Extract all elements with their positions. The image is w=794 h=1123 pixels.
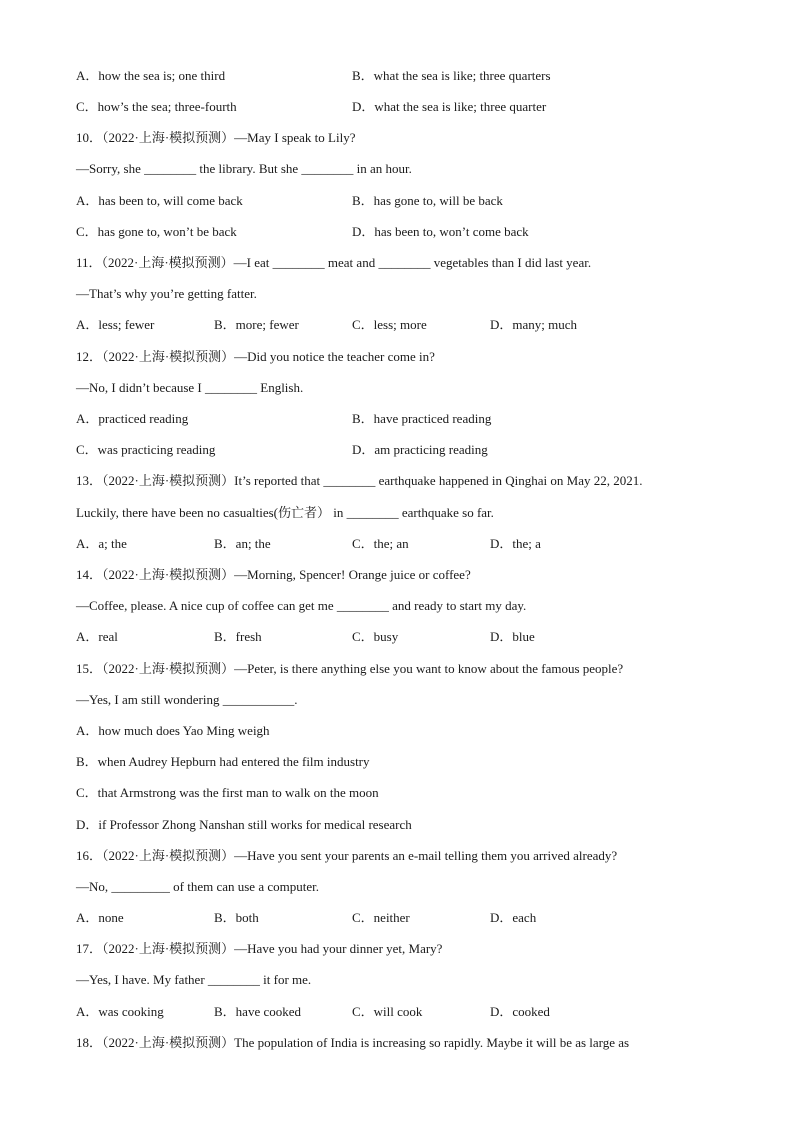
q10-option-c: C．has gone to, won’t be back: [76, 224, 237, 239]
q12-option-a: A．practiced reading: [76, 411, 189, 426]
q14-option-b: B．fresh: [214, 629, 262, 644]
q17-option-d: D．cooked: [490, 1004, 550, 1019]
q11-option-b: B．more; fewer: [214, 317, 299, 332]
q9-option-b: B．what the sea is like; three quarters: [352, 68, 551, 83]
q10-option-a: A．has been to, will come back: [76, 193, 243, 208]
q16-stem: 16．（2022·上海·模拟预测）—Have you sent your parents an e-mail telling them you arrived already?: [76, 848, 618, 863]
q13-option-d: D．the; a: [490, 536, 541, 551]
q9-option-d: D．what the sea is like; three quarter: [352, 99, 547, 114]
q11-line2: —That’s why you’re getting fatter.: [76, 286, 257, 301]
q12-option-d: D．am practicing reading: [352, 442, 488, 457]
q10-option-b: B．has gone to, will be back: [352, 193, 503, 208]
q17-option-b: B．have cooked: [214, 1004, 302, 1019]
q14-stem: 14．（2022·上海·模拟预测）—Morning, Spencer! Orange juice or coffee?: [76, 567, 471, 582]
q11-stem: 11．（2022·上海·模拟预测）—I eat ________ meat and ________ vegetables than I did last year.: [76, 255, 592, 270]
q17-option-c: C．will cook: [352, 1004, 423, 1019]
q15-line2: —Yes, I am still wondering ___________.: [76, 692, 298, 707]
q11-option-c: C．less; more: [352, 317, 427, 332]
q15-option-c: C．that Armstrong was the first man to walk on the moon: [76, 785, 379, 800]
q13-option-b: B．an; the: [214, 536, 271, 551]
q16-option-d: D．each: [490, 910, 537, 925]
q17-option-a: A．was cooking: [76, 1004, 164, 1019]
q14-option-c: C．busy: [352, 629, 399, 644]
q12-option-c: C．was practicing reading: [76, 442, 216, 457]
q14-option-a: A．real: [76, 629, 118, 644]
q9-option-c: C．how’s the sea; three-fourth: [76, 99, 237, 114]
q17-line2: —Yes, I have. My father ________ it for me.: [76, 972, 312, 987]
q13-line2: Luckily, there have been no casualties(伤亡者） in ________ earthquake so far.: [76, 505, 494, 520]
q12-stem: 12．（2022·上海·模拟预测）—Did you notice the teacher come in?: [76, 349, 435, 364]
q16-option-b: B．both: [214, 910, 259, 925]
q14-line2: —Coffee, please. A nice cup of coffee can get me ________ and ready to start my day.: [76, 598, 527, 613]
q13-stem: 13．（2022·上海·模拟预测）It’s reported that ________ earthquake happened in Qinghai on May 22, 2021.: [76, 473, 643, 488]
q9-option-a: A．how the sea is; one third: [76, 68, 226, 83]
q16-line2: —No, _________ of them can use a computer.: [76, 879, 319, 894]
q17-stem: 17．（2022·上海·模拟预测）—Have you had your dinner yet, Mary?: [76, 941, 443, 956]
q14-option-d: D．blue: [490, 629, 535, 644]
q15-stem: 15．（2022·上海·模拟预测）—Peter, is there anything else you want to know about the famous people?: [76, 661, 624, 676]
q15-option-a: A．how much does Yao Ming weigh: [76, 723, 270, 738]
q10-line2: —Sorry, she ________ the library. But she ________ in an hour.: [76, 161, 412, 176]
q16-option-a: A．none: [76, 910, 124, 925]
q18-stem: 18．（2022·上海·模拟预测）The population of India is increasing so rapidly. Maybe it will be as large as: [76, 1035, 630, 1050]
q12-line2: —No, I didn’t because I ________ English.: [76, 380, 304, 395]
q12-option-b: B．have practiced reading: [352, 411, 492, 426]
q15-option-d: D．if Professor Zhong Nanshan still works for medical research: [76, 817, 412, 832]
q13-option-c: C．the; an: [352, 536, 409, 551]
q16-option-c: C．neither: [352, 910, 410, 925]
q15-option-b: B．when Audrey Hepburn had entered the film industry: [76, 754, 370, 769]
q10-stem: 10．（2022·上海·模拟预测）—May I speak to Lily?: [76, 130, 356, 145]
q13-option-a: A．a; the: [76, 536, 127, 551]
q11-option-d: D．many; much: [490, 317, 578, 332]
q11-option-a: A．less; fewer: [76, 317, 155, 332]
q10-option-d: D．has been to, won’t come back: [352, 224, 529, 239]
